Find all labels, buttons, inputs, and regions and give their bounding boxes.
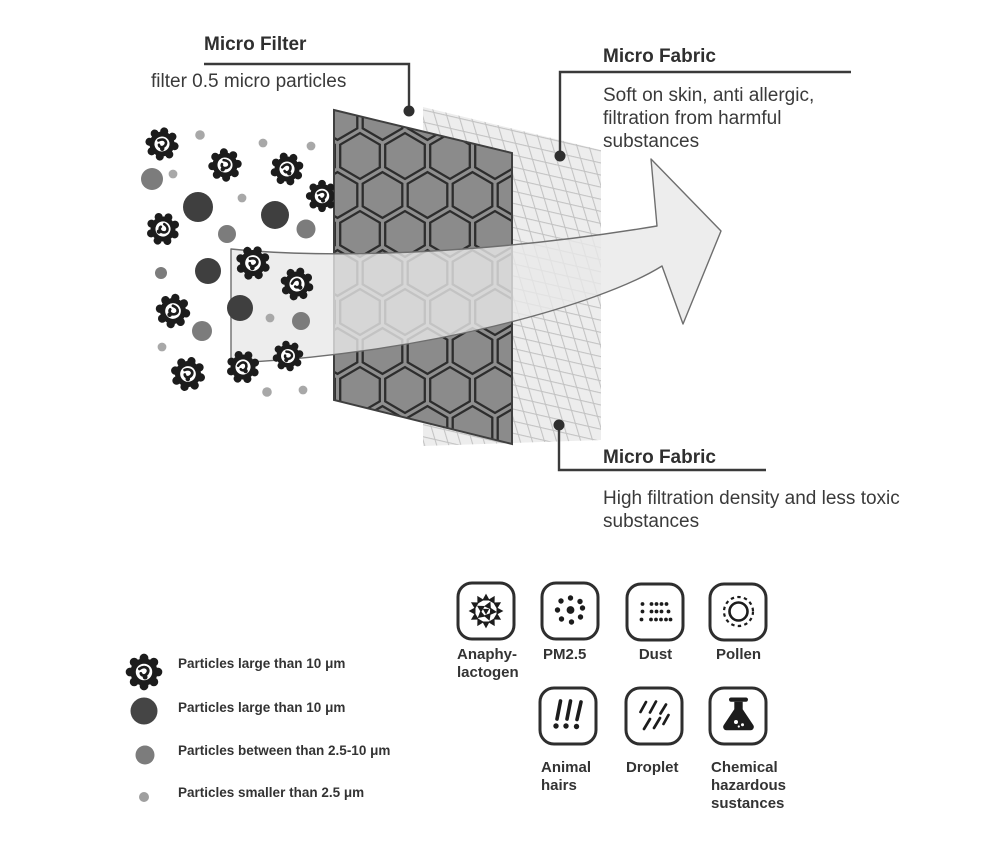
micro-fabric-top-title: Micro Fabric [603, 46, 716, 67]
legend-icons [126, 654, 163, 802]
micro-fabric-bottom-description: High filtration density and less toxic substances [603, 488, 900, 532]
legend-item-virus-label: Particles large than 10 μm [178, 656, 346, 671]
micro-filter-subtitle: filter 0.5 micro particles [151, 71, 347, 92]
legend-item-small-label: Particles smaller than 2.5 μm [178, 785, 365, 800]
hazard-label-pm25: PM2.5 [543, 646, 587, 663]
hazard-label-droplet: Droplet [626, 759, 679, 776]
hazard-label-pollen: Pollen [715, 646, 761, 663]
hazard-label-chemical: Chemical hazardous sustances [711, 759, 787, 812]
callout-dot-micro-fabric-top [555, 151, 566, 162]
callout-dot-micro-fabric-bottom [554, 420, 565, 431]
virus-particle-icon [126, 654, 163, 691]
legend-item-large-label: Particles large than 10 μm [178, 700, 346, 715]
micro-fabric-bottom-title: Micro Fabric [603, 447, 716, 468]
micro-filter-title: Micro Filter [204, 34, 307, 55]
legend-item-medium-label: Particles between than 2.5-10 μm [178, 743, 391, 758]
callout-dot-micro-filter [404, 106, 415, 117]
hazard-label-anaphylactogen: Anaphy-lactogen [457, 646, 519, 681]
large-dark-circle-icon [131, 698, 158, 725]
small-gray-circle-icon [139, 792, 149, 802]
medium-gray-circle-icon [136, 746, 155, 765]
hazard-label-animal-hairs: Animal hairs [541, 759, 592, 794]
hazard-label-dust: Dust [638, 646, 673, 663]
micro-fabric-top-description: Soft on skin, anti allergic, filtration from harmful substances [603, 85, 815, 152]
